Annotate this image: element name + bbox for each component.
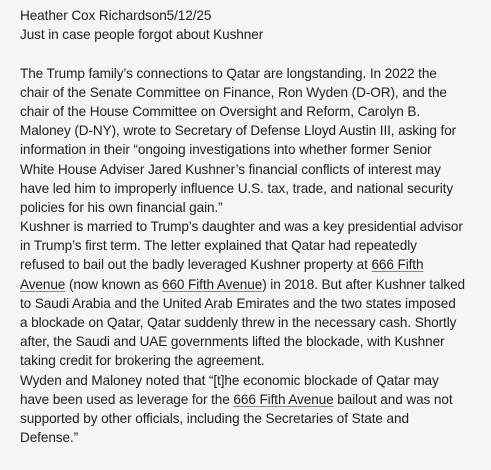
paragraph bbox=[20, 371, 485, 448]
text-segment: Defense.” bbox=[20, 430, 79, 446]
text-line bbox=[20, 371, 485, 390]
text-segment: bailout and was not bbox=[333, 391, 453, 407]
text-segment: information in their “ongoing investigations into whether former Senior bbox=[20, 142, 432, 158]
text-segment: Wyden and Maloney noted that “[t]he economic blockade of Qatar may bbox=[20, 372, 439, 388]
text-segment: refused to bail out the badly leveraged Kushner property at bbox=[20, 257, 372, 273]
text-segment: Kushner is married to Trump’s daughter and was a key presidential advisor bbox=[20, 219, 463, 235]
headline: Just in case people forgot about Kushner bbox=[20, 27, 264, 43]
text-line bbox=[20, 179, 485, 198]
text-segment: The Trump family’s connections to Qatar are longstanding. In 2022 the bbox=[20, 65, 437, 81]
text-segment: a blockade on Qatar, Qatar suddenly threw in the necessary cash. Shortly bbox=[20, 315, 457, 330]
text-line bbox=[20, 332, 485, 351]
text-segment: taking credit for brokering the agreement. bbox=[20, 353, 265, 369]
text-line bbox=[20, 390, 485, 409]
text-line bbox=[20, 83, 485, 102]
text-segment: supported by other officials, including the Secretaries of State and bbox=[20, 410, 409, 426]
text-line bbox=[20, 198, 485, 217]
text-segment: after, the Saudi and UAE governments lifted the blockade, with Kushner bbox=[20, 334, 445, 350]
text-line bbox=[20, 428, 485, 447]
text-segment: chair of the Senate Committee on Finance, Ron Wyden (D-OR), and the bbox=[20, 84, 447, 100]
text-line bbox=[20, 121, 485, 140]
text-segment: in Trump’s first term. The letter explained that Qatar had repeatedly bbox=[20, 238, 417, 254]
text-line bbox=[20, 294, 485, 313]
text-segment: (now known as bbox=[65, 276, 162, 292]
text-line bbox=[20, 313, 485, 332]
text-segment: to Saudi Arabia and the United Arab Emirates and the two states imposed bbox=[20, 295, 456, 311]
text-segment: have been used as leverage for the bbox=[20, 391, 234, 407]
text-segment: chair of the House Committee on Oversight and Reform, Carolyn B. bbox=[20, 103, 421, 119]
document bbox=[20, 6, 485, 447]
article-body bbox=[20, 64, 485, 448]
text-line bbox=[20, 236, 485, 255]
text-segment: White House Adviser Jared Kushner’s financial conflicts of interest may bbox=[20, 161, 441, 177]
paragraph bbox=[20, 217, 485, 371]
text-line bbox=[20, 351, 485, 370]
address-link[interactable]: Avenue bbox=[20, 276, 66, 292]
text-segment: have led him to improperly influence U.S. tax, trade, and national security bbox=[20, 180, 454, 196]
spacer bbox=[20, 44, 485, 63]
text-line bbox=[20, 140, 485, 159]
address-link[interactable]: 660 Fifth Avenue bbox=[162, 276, 263, 292]
text-line bbox=[20, 217, 485, 236]
text-line bbox=[20, 275, 485, 294]
text-line bbox=[20, 409, 485, 428]
text-line bbox=[20, 102, 485, 121]
text-segment: policies for his own financial gain.” bbox=[20, 199, 223, 215]
text-line bbox=[20, 64, 485, 83]
text-segment: Maloney (D-NY), wrote to Secretary of Defense Lloyd Austin III, asking for bbox=[20, 123, 457, 139]
byline: Heather Cox Richardson5/12/25 bbox=[20, 8, 212, 23]
address-link[interactable]: 666 Fifth Avenue bbox=[233, 391, 334, 407]
paragraph bbox=[20, 64, 485, 218]
address-link[interactable]: 666 Fifth bbox=[371, 257, 424, 273]
text-line bbox=[20, 255, 485, 274]
text-line bbox=[20, 160, 485, 179]
text-segment: ) in 2018. But after Kushner talked bbox=[262, 276, 465, 292]
